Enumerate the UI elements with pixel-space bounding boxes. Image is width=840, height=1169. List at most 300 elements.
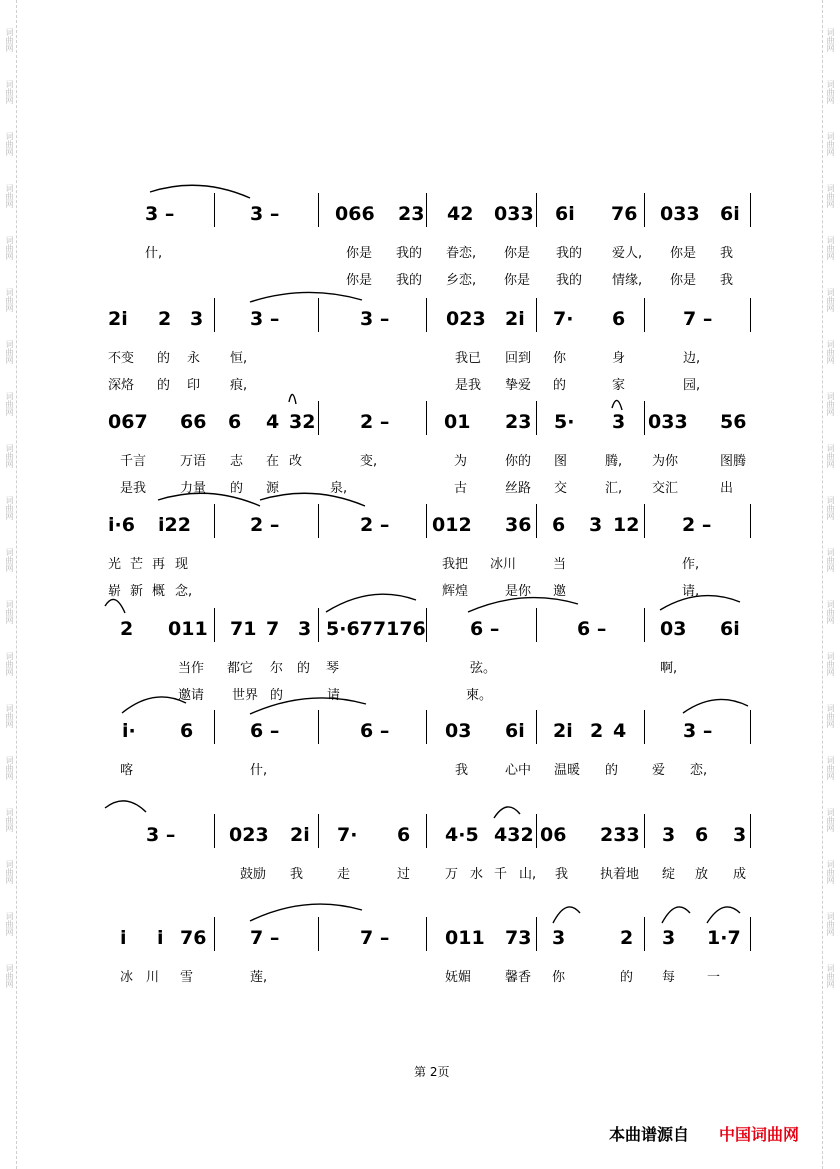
score-note: i·6 xyxy=(108,514,135,536)
score-note: 2 xyxy=(620,927,634,949)
score-note: 011 xyxy=(168,618,208,640)
lyric-verse-2: 源 xyxy=(266,481,280,496)
score-note: 2i xyxy=(553,720,573,742)
score-note: 4 xyxy=(613,720,627,742)
slur xyxy=(326,594,416,612)
lyric-verse-2: 我 xyxy=(720,273,734,288)
score-note: 7 – xyxy=(360,927,390,949)
slur xyxy=(105,801,146,812)
lyric-verse-2: 乡恋, xyxy=(446,273,477,288)
lyric-verse-2: 念, xyxy=(175,584,193,599)
bar-line xyxy=(750,298,751,332)
score-note: 76 xyxy=(180,927,207,949)
score-note: 2i xyxy=(290,824,310,846)
lyric-verse-1: 我的 xyxy=(556,246,583,261)
slur xyxy=(468,598,578,612)
bar-line xyxy=(644,814,645,848)
lyric-verse-1: 一 xyxy=(707,970,721,985)
lyric-verse-1: 馨香 xyxy=(505,970,532,985)
bar-line xyxy=(536,710,537,744)
lyric-verse-1: 我 xyxy=(290,867,304,882)
watermark-text: 词曲网 xyxy=(5,340,14,364)
slur xyxy=(612,400,622,410)
lyric-verse-1: 绽 xyxy=(662,867,676,882)
bar-line xyxy=(750,504,751,538)
bar-line xyxy=(644,917,645,951)
slur xyxy=(707,907,740,923)
score-note: 76 xyxy=(611,203,638,225)
score-note: 6i xyxy=(720,203,740,225)
score-note: 6 – xyxy=(250,720,280,742)
lyric-verse-1: 作, xyxy=(682,557,700,572)
lyric-verse-2: 汇, xyxy=(605,481,623,496)
score-note: 6 – xyxy=(577,618,607,640)
bar-line xyxy=(426,710,427,744)
lyric-verse-2: 邀请 xyxy=(178,688,205,703)
watermark-text: 词曲网 xyxy=(5,80,14,104)
bar-line xyxy=(750,814,751,848)
bar-line xyxy=(644,504,645,538)
lyric-verse-1: 走 xyxy=(337,867,351,882)
bar-line xyxy=(644,298,645,332)
bar-line xyxy=(214,193,215,227)
lyric-verse-2: 的 xyxy=(230,481,244,496)
score-note: 3 – xyxy=(683,720,713,742)
lyric-verse-1: 我把 xyxy=(442,557,469,572)
watermark-text: 词曲网 xyxy=(826,496,835,520)
score-note: 2 xyxy=(590,720,604,742)
lyric-verse-2: 交汇 xyxy=(652,481,679,496)
score-note: 2 xyxy=(158,308,172,330)
bar-line xyxy=(750,917,751,951)
score-note: 6 – xyxy=(360,720,390,742)
score-note: 6 xyxy=(228,411,242,433)
lyric-verse-1: 水 xyxy=(470,867,484,882)
score-note: 3 xyxy=(662,824,676,846)
lyric-verse-1: 万语 xyxy=(180,454,207,469)
lyric-verse-2: 柬。 xyxy=(466,688,493,703)
lyric-verse-2: 交 xyxy=(554,481,568,496)
lyric-verse-2: 你是 xyxy=(346,273,373,288)
source-label: 本曲谱源自 xyxy=(609,1125,690,1144)
lyric-verse-1: 千言 xyxy=(120,454,147,469)
watermark-text: 词曲网 xyxy=(5,392,14,416)
slur xyxy=(250,292,362,302)
score-note: 2 – xyxy=(360,514,390,536)
bar-line xyxy=(426,917,427,951)
score-note: 03 xyxy=(445,720,472,742)
watermark-text: 词曲网 xyxy=(5,756,14,780)
lyric-verse-1: 万 xyxy=(445,867,459,882)
bar-line xyxy=(214,917,215,951)
lyric-verse-1: 我的 xyxy=(396,246,423,261)
score-note: 23 xyxy=(398,203,425,225)
score-note: 66 xyxy=(180,411,207,433)
score-note: 3 xyxy=(190,308,204,330)
score-note: 3 xyxy=(612,411,626,433)
bar-line xyxy=(644,193,645,227)
bar-line xyxy=(318,401,319,435)
lyric-verse-1: 改 xyxy=(289,454,303,469)
score-note: 3 xyxy=(298,618,312,640)
lyric-verse-2: 是你 xyxy=(505,584,532,599)
score-note: 6i xyxy=(555,203,575,225)
lyric-verse-1: 都它 xyxy=(227,661,254,676)
bar-line xyxy=(426,298,427,332)
lyric-verse-1: 的 xyxy=(620,970,634,985)
bar-line xyxy=(318,298,319,332)
watermark-text: 词曲网 xyxy=(5,600,14,624)
lyric-verse-2: 丝路 xyxy=(505,481,532,496)
score-note: 3 xyxy=(589,514,603,536)
watermark-text: 词曲网 xyxy=(826,80,835,104)
bar-line xyxy=(214,504,215,538)
lyric-verse-2: 请 xyxy=(327,688,341,703)
lyric-verse-1: 永 xyxy=(187,351,201,366)
lyric-verse-1: 雪 xyxy=(180,970,194,985)
lyric-verse-1: 你的 xyxy=(505,454,532,469)
watermark-text: 词曲网 xyxy=(5,704,14,728)
score-note: 2i xyxy=(505,308,525,330)
score-note: i xyxy=(157,927,164,949)
watermark-text: 词曲网 xyxy=(826,704,835,728)
score-note: 066 xyxy=(335,203,375,225)
lyric-verse-1: 啊, xyxy=(660,661,678,676)
score-note: 2 – xyxy=(360,411,390,433)
score-note: 033 xyxy=(648,411,688,433)
lyric-verse-2: 是我 xyxy=(455,378,482,393)
score-note: 2i xyxy=(108,308,128,330)
lyric-verse-1: 喀 xyxy=(120,763,134,778)
score-note: 5·677176 xyxy=(326,618,426,640)
lyric-verse-1: 千 xyxy=(494,867,508,882)
score-note: 6i xyxy=(505,720,525,742)
lyric-verse-2: 新 xyxy=(130,584,144,599)
lyric-verse-2: 辉煌 xyxy=(442,584,469,599)
lyric-verse-1: 光 xyxy=(108,557,122,572)
page-number: 第 2页 xyxy=(414,1065,450,1079)
slur xyxy=(158,493,260,506)
score-note: 233 xyxy=(600,824,640,846)
lyric-verse-1: 川 xyxy=(146,970,160,985)
lyric-verse-2: 请, xyxy=(682,584,700,599)
lyric-verse-2: 邀 xyxy=(553,584,567,599)
watermark-text: 词曲网 xyxy=(5,288,14,312)
slur xyxy=(122,697,186,713)
lyric-verse-1: 温暖 xyxy=(554,763,581,778)
score-note: 7 xyxy=(266,618,280,640)
watermark-text: 词曲网 xyxy=(826,444,835,468)
lyric-verse-2: 力量 xyxy=(180,481,207,496)
lyric-verse-2: 世界 xyxy=(232,688,259,703)
score-note: 7 – xyxy=(683,308,713,330)
score-note: 033 xyxy=(660,203,700,225)
lyric-verse-1: 你是 xyxy=(504,246,531,261)
lyric-verse-1: 在 xyxy=(266,454,280,469)
watermark-text: 词曲网 xyxy=(5,652,14,676)
watermark-text: 词曲网 xyxy=(826,756,835,780)
lyric-verse-1: 变, xyxy=(360,454,378,469)
bar-line xyxy=(536,298,537,332)
lyric-verse-1: 的 xyxy=(297,661,311,676)
lyric-verse-1: 鼓励 xyxy=(240,867,267,882)
watermark-text: 词曲网 xyxy=(826,28,835,52)
lyric-verse-2: 是我 xyxy=(120,481,147,496)
lyric-verse-1: 爱 xyxy=(652,763,666,778)
score-note: 2 – xyxy=(250,514,280,536)
score-note: 71 xyxy=(230,618,257,640)
lyric-verse-2: 的 xyxy=(157,378,171,393)
score-note: 06 xyxy=(540,824,567,846)
lyric-verse-2: 概 xyxy=(152,584,166,599)
watermark-text: 词曲网 xyxy=(826,600,835,624)
lyric-verse-1: 什, xyxy=(145,246,163,261)
watermark-text: 词曲网 xyxy=(5,184,14,208)
lyric-verse-2: 挚爱 xyxy=(505,378,532,393)
lyric-verse-1: 的 xyxy=(605,763,619,778)
watermark-text: 词曲网 xyxy=(826,184,835,208)
lyric-verse-2: 你是 xyxy=(504,273,531,288)
lyric-verse-1: 志 xyxy=(230,454,244,469)
bar-line xyxy=(536,193,537,227)
score-note: 067 xyxy=(108,411,148,433)
score-note: 7· xyxy=(337,824,358,846)
lyric-verse-1: 芒 xyxy=(130,557,144,572)
bar-line xyxy=(318,814,319,848)
score-note: 7· xyxy=(553,308,574,330)
bar-line xyxy=(318,710,319,744)
lyric-verse-2: 家 xyxy=(612,378,626,393)
watermark-text: 词曲网 xyxy=(826,964,835,988)
score-note: 3 xyxy=(662,927,676,949)
lyric-verse-1: 每 xyxy=(662,970,676,985)
score-note: 2 xyxy=(120,618,134,640)
score-note: 3 – xyxy=(146,824,176,846)
lyric-verse-2: 印 xyxy=(187,378,201,393)
watermark-text: 词曲网 xyxy=(826,808,835,832)
bar-line xyxy=(214,608,215,642)
lyric-verse-2: 崭 xyxy=(108,584,122,599)
watermark-text: 词曲网 xyxy=(5,912,14,936)
lyric-verse-1: 当 xyxy=(553,557,567,572)
lyric-verse-1: 恒, xyxy=(230,351,248,366)
slur xyxy=(250,698,366,714)
score-note: 4·5 xyxy=(445,824,479,846)
lyric-verse-1: 执着地 xyxy=(600,867,640,882)
score-note: 42 xyxy=(447,203,474,225)
bar-line xyxy=(750,710,751,744)
lyric-verse-1: 莲, xyxy=(250,970,268,985)
score-note: 6 xyxy=(180,720,194,742)
slur xyxy=(105,599,125,613)
bar-line xyxy=(426,193,427,227)
watermark-text: 词曲网 xyxy=(826,236,835,260)
lyric-verse-1: 冰 xyxy=(120,970,134,985)
lyric-verse-1: 什, xyxy=(250,763,268,778)
bar-line xyxy=(536,917,537,951)
score-note: 2 – xyxy=(682,514,712,536)
watermark-text: 词曲网 xyxy=(5,808,14,832)
score-note: 023 xyxy=(229,824,269,846)
lyric-verse-1: 当作 xyxy=(178,661,205,676)
lyric-verse-1: 成 xyxy=(733,867,747,882)
lyric-verse-2: 园, xyxy=(683,378,701,393)
watermark-text: 词曲网 xyxy=(826,392,835,416)
lyric-verse-2: 痕, xyxy=(230,378,248,393)
lyric-verse-1: 身 xyxy=(612,351,626,366)
lyric-verse-1: 回到 xyxy=(505,351,532,366)
score-note: 56 xyxy=(720,411,747,433)
bar-line xyxy=(214,710,215,744)
lyric-verse-1: 图腾 xyxy=(720,454,747,469)
score-note: 7 – xyxy=(250,927,280,949)
lyric-verse-1: 眷恋, xyxy=(446,246,477,261)
slur xyxy=(683,699,748,713)
bar-line xyxy=(318,917,319,951)
slur xyxy=(662,907,690,923)
lyric-verse-1: 冰川 xyxy=(490,557,517,572)
score-note: 36 xyxy=(505,514,532,536)
score-note: 6 xyxy=(695,824,709,846)
watermark-text: 词曲网 xyxy=(826,912,835,936)
bar-line xyxy=(426,608,427,642)
lyric-verse-1: 你 xyxy=(553,351,567,366)
lyric-verse-1: 图 xyxy=(554,454,568,469)
lyric-verse-1: 我已 xyxy=(455,351,482,366)
lyric-verse-1: 心中 xyxy=(505,763,532,778)
lyric-verse-2: 古 xyxy=(454,481,468,496)
score-note: i xyxy=(120,927,127,949)
lyric-verse-2: 我的 xyxy=(396,273,423,288)
lyric-verse-1: 你是 xyxy=(670,246,697,261)
score-note: 12 xyxy=(613,514,640,536)
lyric-verse-2: 深烙 xyxy=(108,378,135,393)
watermark-text: 词曲网 xyxy=(5,496,14,520)
bar-line xyxy=(536,814,537,848)
score-note: 03 xyxy=(660,618,687,640)
slur xyxy=(289,394,296,404)
bar-line xyxy=(214,298,215,332)
watermark-text: 词曲网 xyxy=(826,548,835,572)
lyric-verse-1: 我 xyxy=(720,246,734,261)
score-note: 6 xyxy=(397,824,411,846)
score-note: 6 – xyxy=(470,618,500,640)
score-note: 32 xyxy=(289,411,316,433)
score-note: 6i xyxy=(720,618,740,640)
lyric-verse-2: 出 xyxy=(720,481,734,496)
score-note: i· xyxy=(122,720,136,742)
slur xyxy=(250,904,362,921)
score-note: 23 xyxy=(505,411,532,433)
slur xyxy=(494,807,520,818)
watermark-text: 词曲网 xyxy=(826,288,835,312)
watermark-text: 词曲网 xyxy=(5,548,14,572)
bar-line xyxy=(750,193,751,227)
lyric-verse-1: 我 xyxy=(555,867,569,882)
bar-line xyxy=(644,608,645,642)
score-note: 3 – xyxy=(145,203,175,225)
score-note: 432 xyxy=(494,824,534,846)
bar-line xyxy=(644,401,645,435)
score-note: 1·7 xyxy=(707,927,741,949)
lyric-verse-2: 的 xyxy=(270,688,284,703)
lyric-verse-1: 不变 xyxy=(108,351,135,366)
bar-line xyxy=(214,814,215,848)
lyric-verse-1: 的 xyxy=(157,351,171,366)
lyric-verse-1: 腾, xyxy=(605,454,623,469)
score-note: 3 xyxy=(733,824,747,846)
watermark-text: 词曲网 xyxy=(826,652,835,676)
bar-line xyxy=(426,504,427,538)
lyric-verse-1: 妩媚 xyxy=(445,970,472,985)
lyric-verse-1: 边, xyxy=(683,351,701,366)
watermark-text: 词曲网 xyxy=(826,340,835,364)
watermark-text: 词曲网 xyxy=(5,132,14,156)
watermark-text: 词曲网 xyxy=(5,860,14,884)
lyric-verse-1: 琴 xyxy=(326,661,340,676)
score-note: 012 xyxy=(432,514,472,536)
score-note: 6 xyxy=(612,308,626,330)
score-note: 011 xyxy=(445,927,485,949)
lyric-verse-2: 的 xyxy=(553,378,567,393)
score-note: 023 xyxy=(446,308,486,330)
bar-line xyxy=(644,710,645,744)
lyric-verse-1: 现 xyxy=(175,557,189,572)
bar-line xyxy=(318,193,319,227)
score-note: 3 – xyxy=(360,308,390,330)
bar-line xyxy=(536,608,537,642)
source-site-link[interactable]: 中国词曲网 xyxy=(719,1125,800,1144)
bar-line xyxy=(536,504,537,538)
lyric-verse-1: 尔 xyxy=(270,661,284,676)
lyric-verse-1: 爱人, xyxy=(612,246,643,261)
bar-line xyxy=(536,401,537,435)
lyric-verse-1: 过 xyxy=(397,867,411,882)
lyric-verse-1: 你是 xyxy=(346,246,373,261)
lyric-verse-2: 情缘, xyxy=(612,273,643,288)
lyric-verse-1: 我 xyxy=(455,763,469,778)
score-note: 5· xyxy=(554,411,575,433)
lyric-verse-2: 泉, xyxy=(330,481,348,496)
lyric-verse-1: 再 xyxy=(152,557,166,572)
score-note: 73 xyxy=(505,927,532,949)
score-note: i22 xyxy=(158,514,191,536)
slur xyxy=(150,185,250,198)
score-note: 6 xyxy=(552,514,566,536)
score-note: 033 xyxy=(494,203,534,225)
watermark-text: 词曲网 xyxy=(5,28,14,52)
slur xyxy=(553,907,580,923)
score-note: 3 – xyxy=(250,203,280,225)
lyric-verse-1: 山, xyxy=(519,867,537,882)
score-note: 4 xyxy=(266,411,280,433)
lyric-verse-1: 恋, xyxy=(690,763,708,778)
lyric-verse-1: 为 xyxy=(454,454,468,469)
score-note: 3 xyxy=(552,927,566,949)
bar-line xyxy=(426,814,427,848)
bar-line xyxy=(318,608,319,642)
lyric-verse-1: 你 xyxy=(552,970,566,985)
watermark-text: 词曲网 xyxy=(5,444,14,468)
lyric-verse-1: 为你 xyxy=(652,454,679,469)
lyric-verse-2: 你是 xyxy=(670,273,697,288)
bar-line xyxy=(426,401,427,435)
watermark-text: 词曲网 xyxy=(826,860,835,884)
score-note: 01 xyxy=(444,411,471,433)
lyric-verse-1: 弦。 xyxy=(470,661,497,676)
slur xyxy=(660,596,740,610)
lyric-verse-2: 我的 xyxy=(556,273,583,288)
